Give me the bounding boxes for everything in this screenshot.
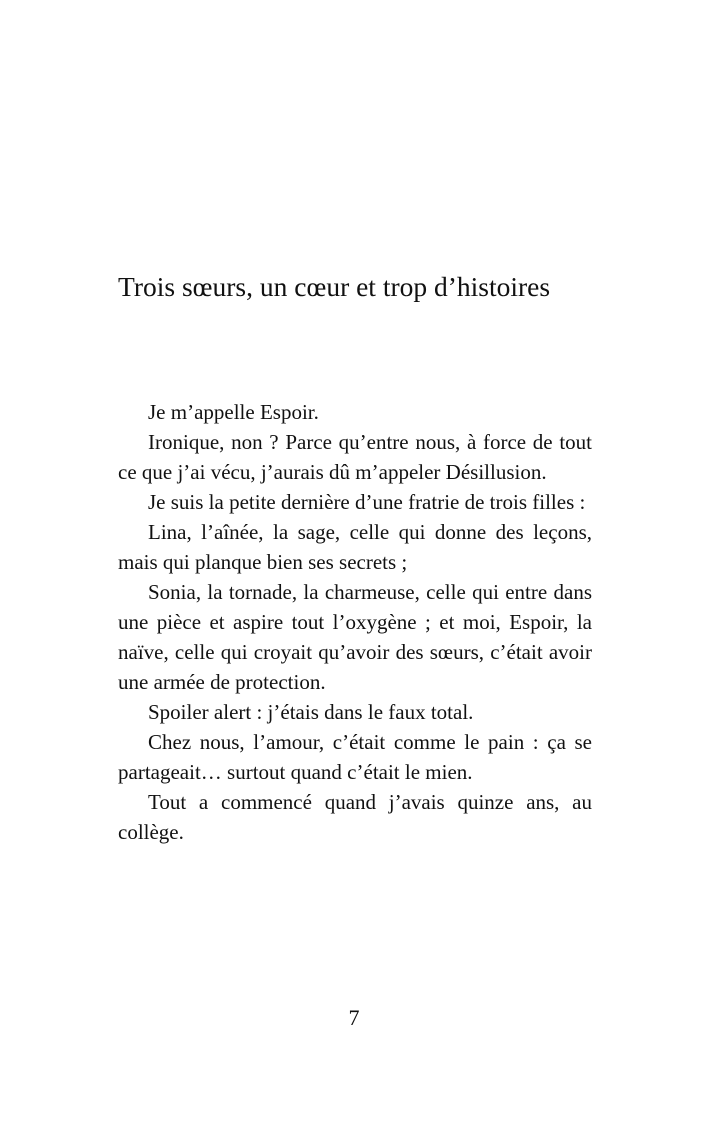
chapter-title: Trois sœurs, un cœur et trop d’histoires <box>118 271 551 302</box>
paragraph: Lina, l’aînée, la sage, celle qui donne des leçons, mais qui planque bien ses secrets ; <box>118 520 592 574</box>
paragraph: Sonia, la tornade, la charmeuse, celle qui entre dans une pièce et aspire tout l’oxygène ; et moi, Espoir, la naïve, celle qui croyait qu’avoir des sœurs, c’était avoir une armée de protection. <box>118 580 592 694</box>
paragraph: Je suis la petite dernière d’une fratrie de trois filles : <box>148 490 586 514</box>
page-number: 7 <box>348 1005 360 1030</box>
paragraph: Chez nous, l’amour, c’était comme le pain : ça se partageait… surtout quand c’était le mien. <box>118 730 592 784</box>
paragraph: Je m’appelle Espoir. <box>148 400 319 424</box>
paragraph: Spoiler alert : j’étais dans le faux total. <box>148 700 474 724</box>
paragraph: Tout a commencé quand j’avais quinze ans, au collège. <box>118 790 592 844</box>
paragraph: Ironique, non ? Parce qu’entre nous, à force de tout ce que j’ai vécu, j’aurais dû m’appeler Désillusion. <box>118 430 592 484</box>
chapter-body <box>118 397 592 847</box>
